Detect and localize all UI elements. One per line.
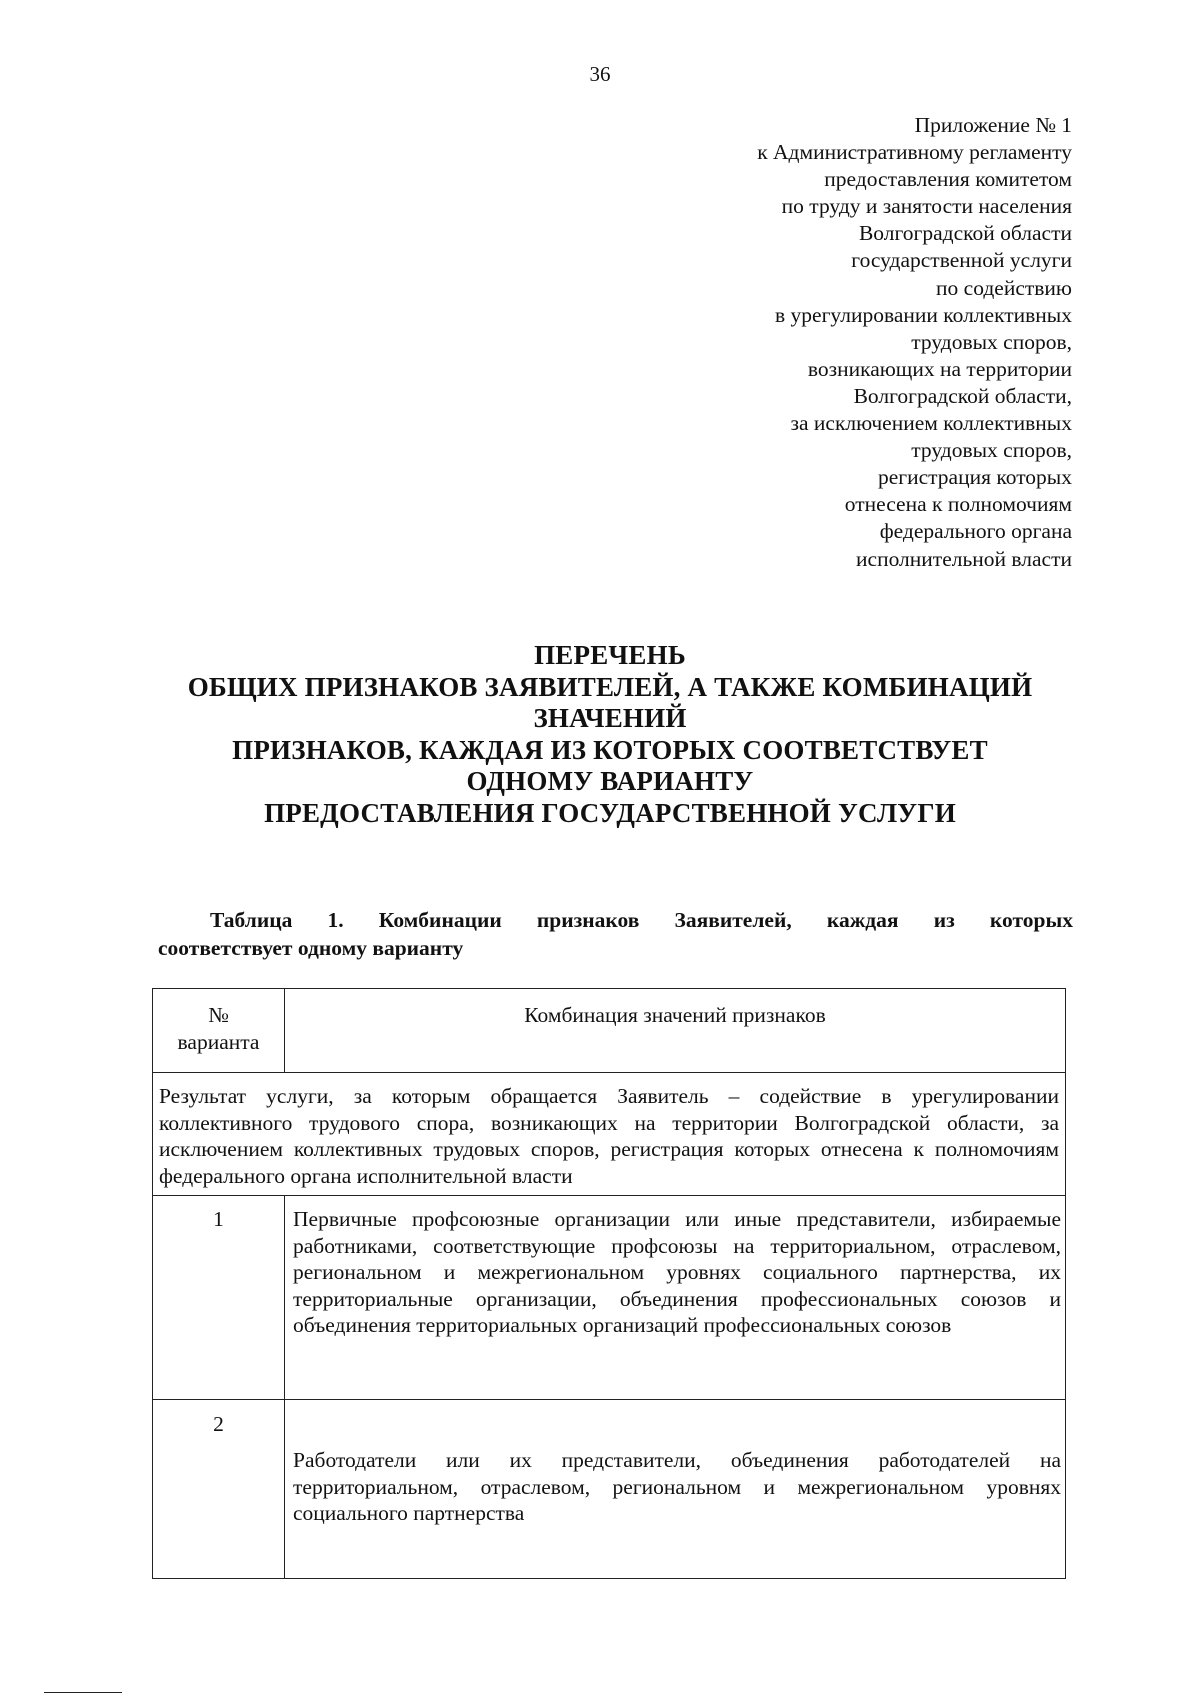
footnote-divider xyxy=(44,1692,122,1693)
variant-number: 2 xyxy=(153,1400,285,1579)
result-text: Результат услуги, за которым обращается Заявитель – содействие в урегулировании коллективного трудового спора, возникающих на территории Волгоградской области, за исключением коллективных трудовых споров, регистрация которых отнесена к полномочиям федерального органа исполнительной власти xyxy=(153,1073,1066,1196)
appendix-line: по содействию xyxy=(936,275,1072,300)
title-line: ОБЩИХ ПРИЗНАКОВ ЗАЯВИТЕЛЕЙ, А ТАКЖЕ КОМБИНАЦИЙ xyxy=(187,671,1033,702)
appendix-line: федерального органа xyxy=(879,519,1072,544)
table-header-row xyxy=(153,989,1066,1073)
appendix-note xyxy=(757,112,1072,573)
appendix-line: Волгоградской области xyxy=(858,221,1072,246)
appendix-line: за исключением коллективных xyxy=(790,411,1072,436)
page-number: 36 xyxy=(589,62,611,86)
table-caption-line2: соответствует одному варианту xyxy=(158,936,464,960)
variant-number: 1 xyxy=(153,1196,285,1400)
table-row xyxy=(153,1196,1066,1400)
appendix-line: государственной услуги xyxy=(851,248,1072,273)
appendix-line: исполнительной власти xyxy=(856,546,1072,571)
header-combination: Комбинация значений признаков xyxy=(285,989,1066,1073)
title-line: ПЕРЕЧЕНЬ xyxy=(534,640,686,670)
header-variant-number xyxy=(153,989,285,1073)
title-line: ПРЕДОСТАВЛЕНИЯ ГОСУДАРСТВЕННОЙ УСЛУГИ xyxy=(264,797,956,828)
appendix-line: Волгоградской области, xyxy=(853,383,1072,408)
appendix-line: предоставления комитетом xyxy=(824,167,1072,192)
appendix-line: по труду и занятости населения xyxy=(781,194,1072,219)
appendix-line: отнесена к полномочиям xyxy=(844,492,1072,517)
appendix-line: регистрация которых xyxy=(877,465,1072,490)
appendix-line: к Административному регламенту xyxy=(757,140,1072,165)
appendix-line: трудовых споров, xyxy=(911,438,1072,463)
appendix-line: в урегулировании коллективных xyxy=(775,302,1072,327)
header-num-symbol: № xyxy=(208,1003,229,1027)
document-title xyxy=(150,640,1070,829)
title-line: ОДНОМУ ВАРИАНТУ xyxy=(466,766,754,796)
variant-combination: Работодатели или их представители, объединения работодателей на территориальном, отраслевом, региональном и межрегиональном уровнях социального партнерства xyxy=(285,1400,1066,1579)
appendix-line: трудовых споров, xyxy=(911,329,1072,354)
header-num-label: варианта xyxy=(177,1029,260,1054)
appendix-line: Приложение № 1 xyxy=(914,113,1072,137)
table-row xyxy=(153,1400,1066,1579)
variants-table xyxy=(152,988,1066,1579)
table-result-row xyxy=(153,1073,1066,1196)
table-caption xyxy=(158,906,1073,962)
table-caption-line1: Таблица 1. Комбинации признаков Заявителей, каждая из которых xyxy=(210,908,1073,932)
title-line: ЗНАЧЕНИЙ xyxy=(533,703,687,733)
appendix-line: возникающих на территории xyxy=(807,356,1072,381)
variant-combination: Первичные профсоюзные организации или иные представители, избираемые работниками, соответствующие профсоюзы на территориальном, отраслевом, региональном и межрегиональном уровнях социального партнерства, их территориальные организации, объединения профессиональных союзов и объединения территориальных организаций профессиональных союзов xyxy=(285,1196,1066,1400)
title-line: ПРИЗНАКОВ, КАЖДАЯ ИЗ КОТОРЫХ СООТВЕТСТВУЕТ xyxy=(232,734,988,765)
